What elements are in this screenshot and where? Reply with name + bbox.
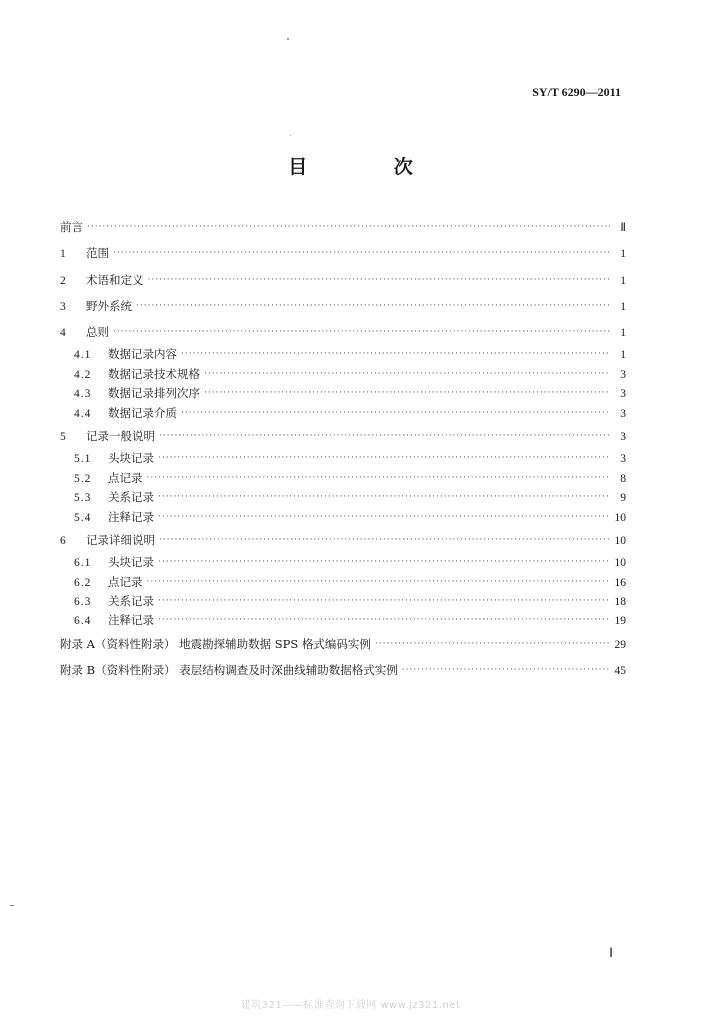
toc-entry[interactable] xyxy=(60,508,626,527)
toc-entry-label: 关系记录 xyxy=(108,490,154,505)
toc-entry-page: 10 xyxy=(614,534,626,547)
toc-entry-page: 29 xyxy=(614,638,626,651)
scan-speck xyxy=(290,135,291,136)
table-of-contents xyxy=(60,214,626,683)
toc-entry[interactable] xyxy=(60,611,626,630)
toc-entry[interactable] xyxy=(60,631,626,657)
scan-speck xyxy=(10,905,14,906)
toc-entry[interactable] xyxy=(60,553,626,572)
watermark: 建筑321——标准查询下载网 www.jz321.net xyxy=(240,1000,461,1011)
toc-entry-number: 4.1 xyxy=(74,349,92,362)
toc-entry-page: 10 xyxy=(614,557,626,570)
toc-entry-label: 数据记录排列次序 xyxy=(108,386,200,401)
toc-leader-dots xyxy=(204,365,610,384)
toc-entry-page: 1 xyxy=(620,327,626,340)
toc-entry-number: 4.4 xyxy=(74,407,92,420)
toc-entry-number: 5.4 xyxy=(74,511,92,524)
toc-entry-number: 3 xyxy=(60,300,66,313)
toc-entry-number: 4 xyxy=(60,327,66,340)
toc-entry-number: 1 xyxy=(60,248,66,261)
toc-entry-number: 6.2 xyxy=(74,576,92,589)
toc-entry-number: 6 xyxy=(60,534,66,547)
toc-entry-page: 19 xyxy=(614,615,626,628)
toc-entry[interactable] xyxy=(60,573,626,592)
toc-entry-label: 数据记录技术规格 xyxy=(108,366,200,381)
toc-entry-number: 6.3 xyxy=(74,595,92,608)
toc-entry-label: 野外系统 xyxy=(86,298,132,313)
toc-entry-label: 注释记录 xyxy=(108,509,154,524)
toc-entry-label: 点记录 xyxy=(108,470,143,485)
toc-leader-dots xyxy=(158,508,610,527)
toc-entry[interactable] xyxy=(60,423,626,449)
toc-entry-page: 3 xyxy=(620,407,626,420)
toc-entry-page: 1 xyxy=(620,300,626,313)
toc-leader-dots xyxy=(402,657,610,683)
toc-entry-page: 3 xyxy=(620,388,626,401)
standard-code: SY/T 6290—2011 xyxy=(532,85,621,99)
toc-entry[interactable] xyxy=(60,404,626,423)
toc-entry-page: 45 xyxy=(614,665,626,678)
toc-leader-dots xyxy=(147,469,611,488)
toc-entry-label: 点记录 xyxy=(108,574,143,589)
toc-leader-dots xyxy=(181,404,610,423)
toc-entry-page: 9 xyxy=(620,492,626,505)
toc-leader-dots xyxy=(204,384,610,403)
toc-entry-number: 5 xyxy=(60,431,66,444)
toc-leader-dots xyxy=(136,293,610,319)
toc-entry[interactable] xyxy=(60,267,626,293)
toc-entry-number: 4.3 xyxy=(74,388,92,401)
toc-entry-number: 4.2 xyxy=(74,368,92,381)
toc-entry-page: Ⅱ xyxy=(620,222,626,234)
toc-entry-label: 头块记录 xyxy=(108,451,154,466)
toc-entry[interactable] xyxy=(60,365,626,384)
toc-entry[interactable] xyxy=(60,214,626,240)
toc-leader-dots xyxy=(375,631,610,657)
toc-entry-page: 18 xyxy=(614,595,626,608)
toc-entry-number: 2 xyxy=(60,274,66,287)
toc-entry[interactable] xyxy=(60,449,626,468)
toc-entry-label: 附录 A（资料性附录） 地震勘探辅助数据 SPS 格式编码实例 xyxy=(60,636,371,651)
toc-entry-label: 数据记录内容 xyxy=(108,347,177,362)
toc-leader-dots xyxy=(158,553,610,572)
toc-entry-page: 3 xyxy=(620,453,626,466)
toc-entry-page: 1 xyxy=(620,274,626,287)
toc-entry-page: 10 xyxy=(614,511,626,524)
toc-entry-number: 5.1 xyxy=(74,453,92,466)
toc-entry-label: 前言 xyxy=(60,220,83,234)
toc-leader-dots xyxy=(158,488,610,507)
toc-entry[interactable] xyxy=(60,657,626,683)
toc-leader-dots xyxy=(113,319,610,345)
toc-entry-number: 5.3 xyxy=(74,492,92,505)
toc-leader-dots xyxy=(159,423,610,449)
toc-entry-page: 16 xyxy=(614,576,626,589)
toc-entry-label: 附录 B（资料性附录） 表层结构调查及时深曲线辅助数据格式实例 xyxy=(60,663,398,678)
toc-entry[interactable] xyxy=(60,469,626,488)
toc-entry-page: 3 xyxy=(620,368,626,381)
toc-entry-label: 总则 xyxy=(86,325,109,340)
toc-leader-dots xyxy=(158,449,610,468)
toc-entry-page: 3 xyxy=(620,431,626,444)
toc-leader-dots xyxy=(148,267,611,293)
toc-leader-dots xyxy=(158,611,610,630)
toc-leader-dots xyxy=(113,240,610,266)
toc-entry[interactable] xyxy=(60,488,626,507)
toc-entry-label: 记录详细说明 xyxy=(86,532,155,547)
toc-entry[interactable] xyxy=(60,240,626,266)
page-number: Ⅰ xyxy=(609,945,613,960)
toc-entry[interactable] xyxy=(60,527,626,553)
toc-entry[interactable] xyxy=(60,384,626,403)
toc-leader-dots xyxy=(181,345,610,364)
toc-entry[interactable] xyxy=(60,319,626,345)
toc-leader-dots xyxy=(147,573,611,592)
page-title: 目 次 xyxy=(288,156,453,178)
toc-entry[interactable] xyxy=(60,592,626,611)
toc-entry-number: 5.2 xyxy=(74,472,92,485)
toc-entry[interactable] xyxy=(60,293,626,319)
toc-entry-page: 1 xyxy=(620,349,626,362)
toc-entry-label: 注释记录 xyxy=(108,613,154,628)
toc-entry-label: 术语和定义 xyxy=(86,272,144,287)
toc-entry-number: 6.4 xyxy=(74,615,92,628)
toc-entry[interactable] xyxy=(60,345,626,364)
toc-entry-label: 头块记录 xyxy=(108,555,154,570)
toc-leader-dots xyxy=(87,214,610,240)
toc-entry-number: 6.1 xyxy=(74,557,92,570)
toc-entry-label: 记录一般说明 xyxy=(86,429,155,444)
toc-entry-label: 关系记录 xyxy=(108,593,154,608)
toc-entry-label: 数据记录介质 xyxy=(108,405,177,420)
toc-leader-dots xyxy=(159,527,610,553)
scan-speck xyxy=(287,38,289,40)
toc-entry-label: 范围 xyxy=(86,246,109,261)
toc-leader-dots xyxy=(158,592,610,611)
toc-entry-page: 8 xyxy=(620,472,626,485)
toc-entry-page: 1 xyxy=(620,248,626,261)
